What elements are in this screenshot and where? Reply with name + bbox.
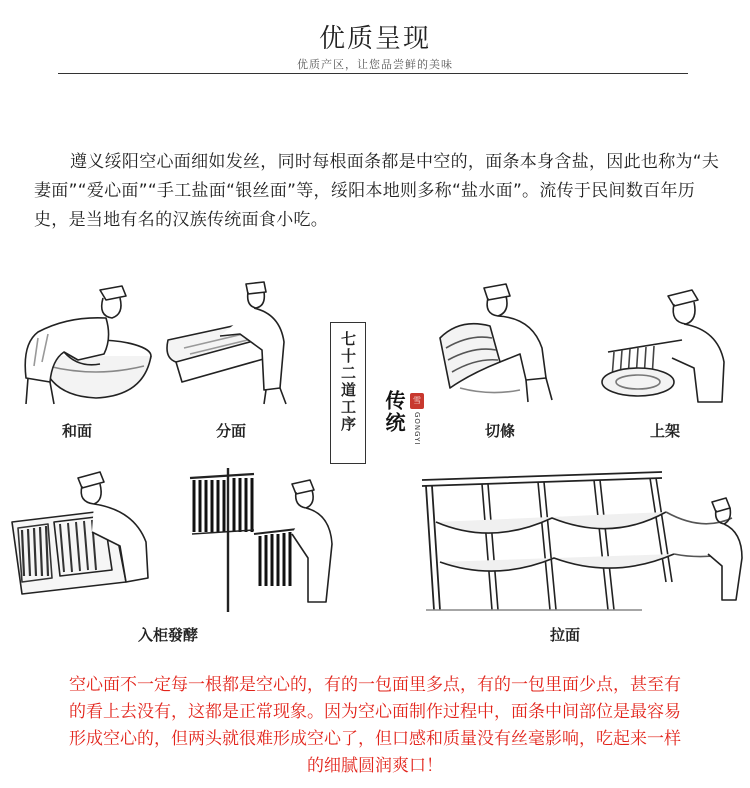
- note-line: 的细腻圆润爽口！: [307, 756, 443, 776]
- note-line: 的看上去没有，这都是正常现象。因为空心面制作过程中，面条中间部位是最容易: [69, 702, 681, 722]
- dividing-dough-illustration: [160, 278, 310, 408]
- stretching-noodles-illustration: [412, 462, 746, 618]
- cabinet-fermenting-illustration: [8, 466, 158, 606]
- seventy-two-process-label: 七十二道工序: [339, 331, 357, 433]
- note-line: 空心面不一定每一根都是空心的，有的一包面里多点，有的一包里面少点，甚至有: [69, 675, 681, 695]
- step-caption-fermenting: 入柜發酵: [137, 626, 198, 644]
- seventy-two-process-box: [330, 322, 366, 464]
- page-subtitle: 优质产区，让您品尝鲜的美味: [297, 58, 453, 71]
- note-line: 形成空心的，但两头就很难形成空心了，但口感和质量没有丝毫影响，吃起来一样: [69, 729, 681, 749]
- noodle-rack-carrying-illustration: [180, 462, 340, 612]
- header-divider: [58, 73, 688, 74]
- step-caption-hanging: 上架: [649, 422, 680, 440]
- gongyi-pinyin: GONGYI: [413, 412, 421, 446]
- step-caption-cutting: 切條: [484, 422, 515, 440]
- step-caption-kneading: 和面: [61, 422, 92, 440]
- hollow-noodle-note: [0, 672, 750, 780]
- page-title: 优质呈现: [318, 24, 431, 54]
- step-caption-stretching: 拉面: [549, 626, 580, 644]
- hanging-on-rack-illustration: [598, 278, 740, 408]
- step-caption-dividing: 分面: [215, 422, 246, 440]
- traditional-brush-text: 传统: [382, 390, 406, 434]
- intro-paragraph: 遵义绥阳空心面细如发丝，同时每根面条都是中空的，面条本身含盐，因此也称为“夫妻面”“爱心面”“手工盐面“银丝面”等，绥阳本地则多称“盐水面”。流传于民间数百年历史，是当地有名的汉族传统面食小吃。: [34, 152, 720, 230]
- kneading-dough-illustration: [8, 278, 158, 408]
- red-seal-icon: 雪: [410, 393, 424, 409]
- cutting-strips-illustration: [430, 278, 570, 408]
